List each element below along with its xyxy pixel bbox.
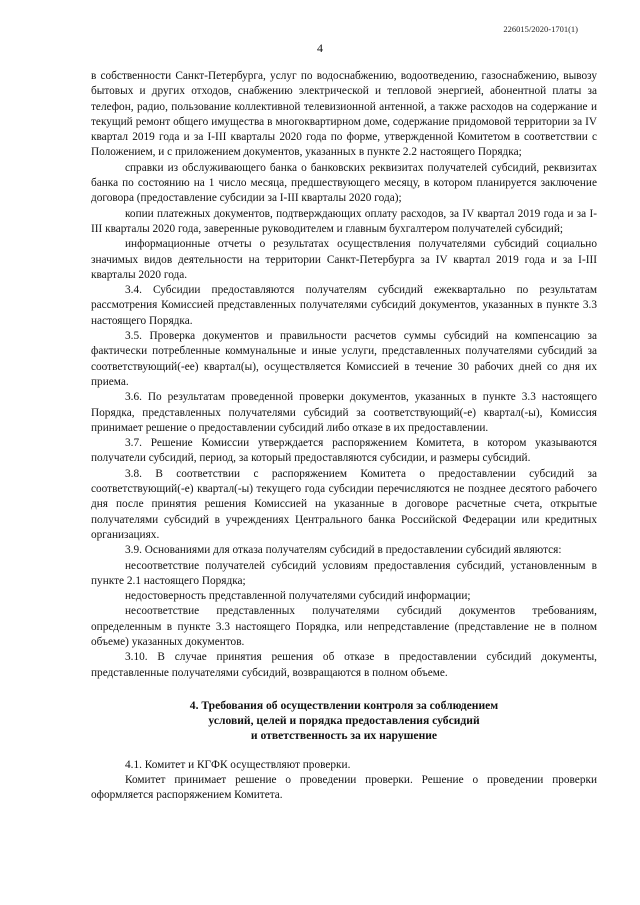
paragraph-4-1: 4.1. Комитет и КГФК осуществляют проверки. [125,758,351,771]
paragraph-3-10: 3.10. В случае принятия решения об отказе в предоставлении субсидий документы, представленные получателями субсидий, возвращаются в полном объеме. [91,651,597,679]
paragraph-bank-certificates: справки из обслуживающего банка о банковских реквизитах получателей субсидий, реквизитах банка по состоянию на 1 число месяца, предшествующего месяцу, в котором планируется заключение договора (предоставление субсидии за I-III кварталы 2020 года); [91,161,597,205]
paragraph-3-9: 3.9. Основаниями для отказа получателям субсидий в предоставлении субсидий являются: [125,544,562,557]
paragraph-information-reports: информационные отчеты о результатах осуществления получателями субсидий социально значимых видов деятельности на территории Санкт-Петербурга за IV квартал 2019 года и за I-III кварталы 2020 года. [91,238,597,281]
document-body [91,69,597,804]
paragraph-refusal-reason-1: несоответствие получателей субсидий условиям предоставления субсидий, установленным в пункте 2.1 настоящего Порядка; [91,559,597,587]
section-4-heading-line: условий, целей и порядка предоставления субсидий [208,714,480,728]
paragraph-refusal-reason-3: несоответствие представленных получателями субсидий документов требованиям, определенным в пункте 3.3 настоящего Порядка, или непредставление (представление не в полном объеме) указанных документов. [91,605,597,648]
paragraph-3-6: 3.6. По результатам проведенной проверки документов, указанных в пункте 3.3 настоящего Порядка, представленных получателями субсидий за соответствующий(-е) квартал(-ы), Комиссия принимает решение о предоставлении субсидий либо отказе в их предоставлении. [91,391,597,434]
section-4-heading-line: и ответственность за их нарушение [250,729,438,743]
paragraph-3-7: 3.7. Решение Комиссии утверждается распоряжением Комитета, в котором указываются получатели субсидий, период, за который предоставляются субсидии, и размеры субсидий. [91,437,597,465]
section-4-heading-line: 4. Требования об осуществлении контроля за соблюдением [189,698,499,712]
paragraph-refusal-reason-2: недостоверность представленной получателями субсидий информации; [125,590,471,603]
document-number: 226015/2020-1701(1) [503,24,578,34]
page-number: 4 [317,41,323,55]
paragraph-3-8: 3.8. В соответствии с распоряжением Комитета о предоставлении субсидий за соответствующий(-е) квартал(-ы) текущего года субсидии перечисляются не позднее десятого рабочего дня после принятия решения Комиссией на указанные в договоре расчетные счета, открытые получателями субсидий в учреждениях Центрального банка Российской Федерации или кредитных организациях. [91,467,597,541]
paragraph-payment-copies: копии платежных документов, подтверждающих оплату расходов, за IV квартал 2019 года и за I-III кварталы 2020 года, заверенные руководителем и главным бухгалтером получателей субсидий; [91,207,597,235]
paragraph-continuation: в собственности Санкт-Петербурга, услуг по водоснабжению, водоотведению, газоснабжению, вывозу бытовых и других отходов, снабжению электрической и тепловой энергией, абонентной платы за телефон, радио, пользование коллективной телевизионной антенной, а также расходов на содержание и текущий ремонт общего имущества в многоквартирном доме, содержание придомовой территории за IV квартал 2019 года и за I-III кварталы 2020 года по форме, утвержденной Комитетом в соответствии с Положением, и с приложением документов, указанных в пункте 2.2 настоящего Порядка; [91,70,597,159]
paragraph-3-5: 3.5. Проверка документов и правильности расчетов суммы субсидий на компенсацию за фактически потребленные коммунальные и иные услуги, представленных получателями субсидий за соответствующий(-ее) квартал(ы), осуществляется Комиссией в течение 30 рабочих дней со дня их приема. [91,330,597,388]
paragraph-4-1-decision: Комитет принимает решение о проведении проверки. Решение о проведении проверки оформляется распоряжением Комитета. [91,774,597,802]
paragraph-3-4: 3.4. Субсидии предоставляются получателям субсидий ежеквартально по результатам рассмотрения Комиссией представленных получателями субсидий документов, указанных в пункте 3.3 настоящего Порядка. [91,284,597,327]
section-4-heading [91,698,597,744]
